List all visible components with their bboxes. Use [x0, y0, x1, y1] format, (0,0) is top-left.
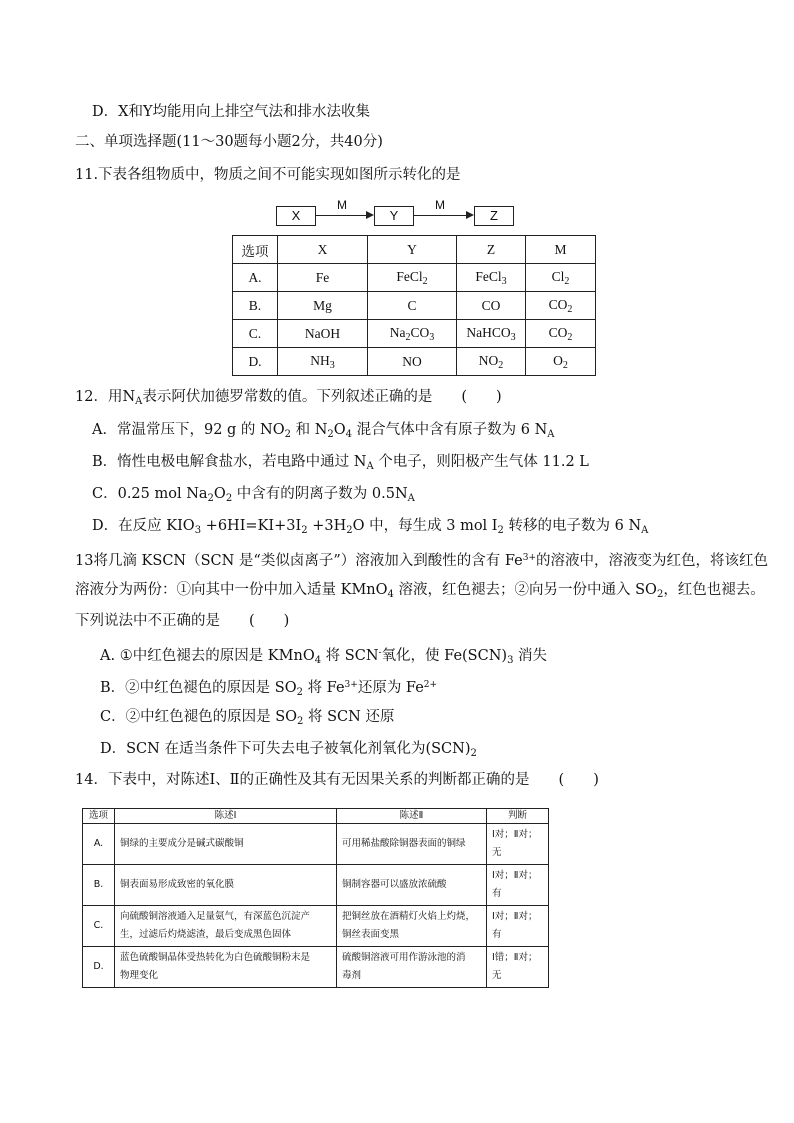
- table-cell: CO: [457, 292, 526, 320]
- table-cell: NaOH: [278, 320, 368, 348]
- table-header-cell: 选项: [83, 809, 115, 824]
- table-cell: C: [368, 292, 457, 320]
- table-header-cell: M: [526, 236, 596, 264]
- table-cell: $Cl_2$: [526, 264, 596, 292]
- table-header-cell: 陈述Ⅱ: [337, 809, 487, 824]
- q13-option-a: A. ①中红色褪去的原因是 KMnO$_4$ 将 SCN-氧化，使 $Fe(SCN)_3$ 消失: [100, 648, 548, 666]
- table-cell: D.: [233, 348, 278, 376]
- table-cell: $NH_3$: [278, 348, 368, 376]
- table-cell: $O_2$: [526, 348, 596, 376]
- section-title: 二、单项选择题(11～30题每小题2分，共40分): [75, 134, 383, 150]
- table-cell: Mg: [278, 292, 368, 320]
- table-cell: B.: [83, 865, 115, 906]
- diagram-box-z: Z: [474, 206, 514, 226]
- table-cell: 铜表面易形成致密的氧化膜: [115, 865, 337, 906]
- q12-option-b: B．惰性电极电解食盐水，若电路中通过 $N_A$ 个电子，则阳极产生气体 11.2 L: [92, 454, 589, 472]
- table-cell: 可用稀盐酸除铜器表面的铜绿: [337, 824, 487, 865]
- q10-option-d: D．X和Y均能用向上排空气法和排水法收集: [92, 104, 371, 120]
- q13-stem-line-3: 下列说法中不正确的是 ( ): [75, 613, 290, 629]
- table-cell: C.: [83, 906, 115, 947]
- q13-option-c: C．②中红色褪色的原因是 $SO_2$ 将 SCN 还原: [100, 709, 395, 727]
- table-header-row: [83, 809, 549, 824]
- table-cell: 铜制容器可以盛放浓硫酸: [337, 865, 487, 906]
- q13-option-d: D．SCN 在适当条件下可失去电子被氧化剂氧化为$(SCN)_2$: [100, 741, 477, 759]
- table-cell: A.: [83, 824, 115, 865]
- table-cell: Ⅰ对；Ⅱ对； 有: [487, 906, 549, 947]
- table-cell: FeCl$_2$: [368, 264, 457, 292]
- q12-option-d: D．在反应 $KIO_3 +6HI=KI+3I_2 +3H_2O$ 中，每生成 3 mol $I_2$ 转移的电子数为 6 $N_A$: [92, 518, 649, 536]
- table-cell: 铜绿的主要成分是碱式碳酸铜: [115, 824, 337, 865]
- table-header-cell: 选项: [233, 236, 278, 264]
- q13-stem-line-1: 13将几滴 KSCN（SCN 是“类似卤离子”）溶液加入到酸性的含有 $Fe^{3+}$的溶液中，溶液变为红色，将该红色: [75, 553, 768, 569]
- table-row: [83, 824, 549, 865]
- table-cell: $CO_2$: [526, 292, 596, 320]
- q12-option-a: A．常温常压下，92 g 的 $NO_2$ 和 $N_2O_4$ 混合气体中含有原子数为 6 $N_A$: [92, 422, 555, 440]
- table-cell: Fe: [278, 264, 368, 292]
- table-cell: NaHCO$_3$: [457, 320, 526, 348]
- q14-table: [82, 808, 549, 988]
- q11-table: [232, 235, 596, 376]
- q12-stem: 12．用$N_A$表示阿伏加德罗常数的值。下列叙述正确的是 ( ): [75, 389, 502, 407]
- table-header-cell: 判断: [487, 809, 549, 824]
- diagram-arrow-1: [316, 215, 372, 216]
- table-cell: 把铜丝放在酒精灯火焰上灼烧， 铜丝表面变黑: [337, 906, 487, 947]
- table-row: [233, 320, 596, 348]
- table-cell: 蓝色硫酸铜晶体受热转化为白色硫酸铜粉末是 物理变化: [115, 947, 337, 988]
- diagram-arrow-1-label: M: [337, 198, 347, 212]
- table-cell: Ⅰ对；Ⅱ对； 无: [487, 824, 549, 865]
- q14-stem: 14．下表中，对陈述Ⅰ、Ⅱ的正确性及其有无因果关系的判断都正确的是 ( ): [75, 772, 599, 788]
- diagram-arrow-2: [414, 215, 472, 216]
- table-cell: Ⅰ对；Ⅱ对； 有: [487, 865, 549, 906]
- q11-stem: 11.下表各组物质中，物质之间不可能实现如图所示转化的是: [75, 167, 461, 183]
- table-row: [233, 348, 596, 376]
- table-header-cell: Z: [457, 236, 526, 264]
- table-cell: Ⅰ错；Ⅱ对； 无: [487, 947, 549, 988]
- table-cell: $Na_2CO_3$: [368, 320, 457, 348]
- table-row: [233, 292, 596, 320]
- q13-option-b: B．②中红色褪色的原因是 $SO_2$ 将 $Fe^{3+}$还原为 $Fe^{2+}$: [100, 680, 438, 698]
- table-cell: 向硫酸铜溶液通入足量氨气，有深蓝色沉淀产 生，过滤后灼烧滤渣，最后变成黑色固体: [115, 906, 337, 947]
- diagram-arrow-2-label: M: [435, 198, 445, 212]
- table-cell: D.: [83, 947, 115, 988]
- table-cell: 硫酸铜溶液可用作游泳池的消 毒剂: [337, 947, 487, 988]
- table-row: [83, 906, 549, 947]
- diagram-box-x: X: [276, 206, 316, 226]
- table-header-cell: X: [278, 236, 368, 264]
- table-header-cell: 陈述Ⅰ: [115, 809, 337, 824]
- diagram-box-y: Y: [374, 206, 414, 226]
- table-cell: A.: [233, 264, 278, 292]
- table-cell: $CO_2$: [526, 320, 596, 348]
- table-header-row: [233, 236, 596, 264]
- table-row: [83, 947, 549, 988]
- table-row: [83, 865, 549, 906]
- table-cell: $NO_2$: [457, 348, 526, 376]
- table-cell: FeCl$_3$: [457, 264, 526, 292]
- table-header-cell: Y: [368, 236, 457, 264]
- table-cell: B.: [233, 292, 278, 320]
- table-cell: C.: [233, 320, 278, 348]
- q12-option-c: C．0.25 mol $Na_2O_2$ 中含有的阴离子数为 $0.5N_A$: [92, 486, 415, 504]
- table-cell: NO: [368, 348, 457, 376]
- table-row: [233, 264, 596, 292]
- q13-stem-line-2: 溶液分为两份：①向其中一份中加入适量 KMnO$_4$ 溶液，红色褪去；②向另一份中通入 $SO_2$，红色也褪去。: [75, 582, 765, 600]
